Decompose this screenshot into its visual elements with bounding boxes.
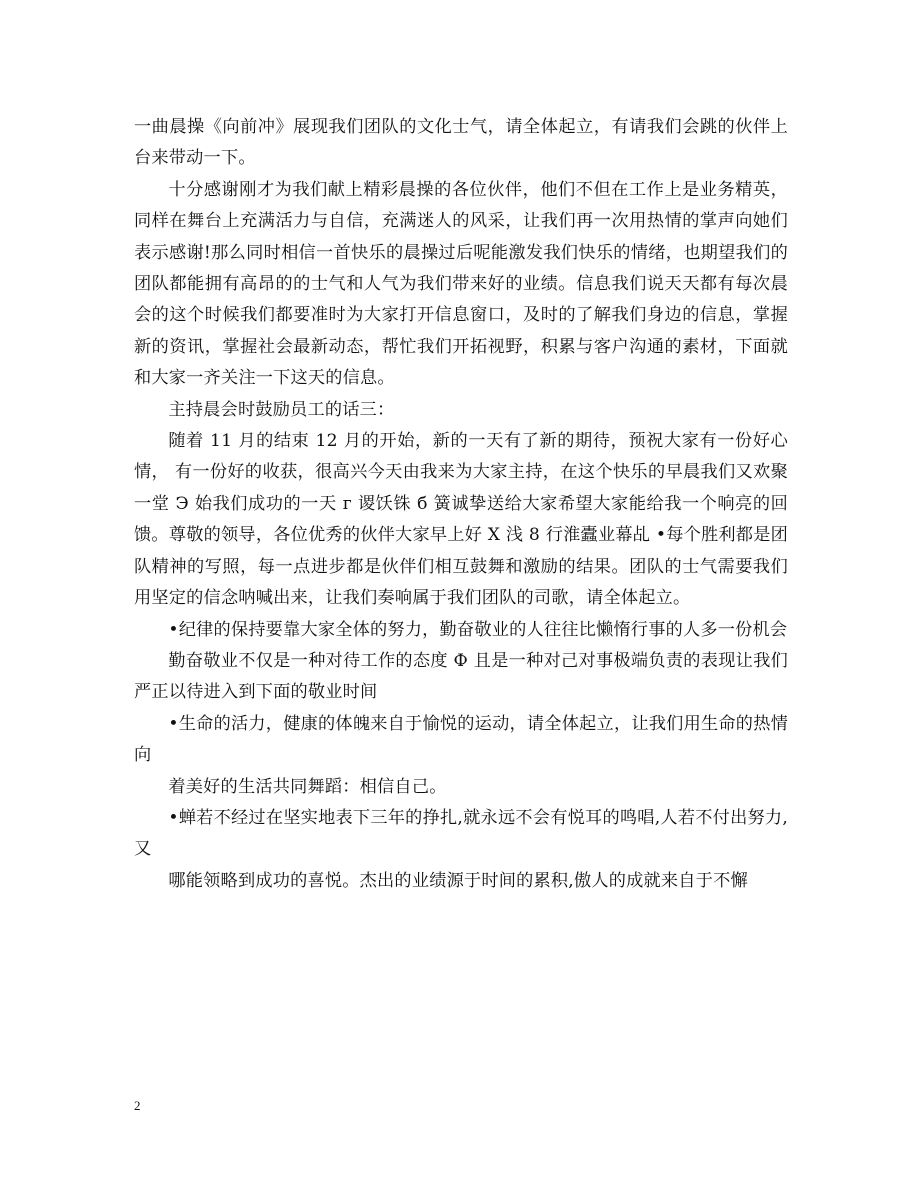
paragraph: 勤奋敬业不仅是一种对待工作的态度 Ф 且是一种对己对事极端负责的表现让我们严正以待进入到下面的敬业时间 — [134, 650, 788, 703]
section-heading: 主持晨会时鼓励员工的话三： — [168, 399, 395, 420]
document-body — [134, 112, 788, 897]
bullet-paragraph: •纪律的保持要靠大家全体的努力，勤奋敬业的人往往比懒惰行事的人多一份机会 — [168, 619, 788, 640]
paragraph: 哪能领略到成功的喜悦。杰出的业绩源于时间的累积,傲人的成就来自于不懈 — [168, 870, 748, 891]
bullet-paragraph: •蝉若不经过在坚实地表下三年的挣扎,就永远不会有悦耳的鸣唱,人若不付出努力,又 — [134, 807, 788, 860]
paragraph: 十分感谢刚才为我们献上精彩晨操的各位伙伴，他们不但在工作上是业务精英，同样在舞台上充满活力与自信，充满迷人的风采，让我们再一次用热情的掌声向她们表示感谢!那么同时相信一首快乐的晨操过后呢能激发我们快乐的情绪，也期望我们的团队都能拥有高昂的的士气和人气为我们带来好的业绩。信息我们说天天都有每次晨会的这个时候我们都要准时为大家打开信息窗口，及时的了解我们身边的信息，掌握新的资讯，掌握社会最新动态，帮忙我们开拓视野，积累与客户沟通的素材，下面就和大家一齐关注一下这天的信息。 — [134, 179, 788, 389]
bullet-paragraph: •生命的活力，健康的体魄来自于愉悦的运动，请全体起立，让我们用生命的热情向 — [134, 713, 788, 766]
page-number: 2 — [134, 1098, 141, 1113]
paragraph: 着美好的生活共同舞蹈：相信自己。 — [168, 776, 447, 797]
paragraph: 随着 11 月的结束 12 月的开始，新的一天有了新的期待，预祝大家有一份好心情， 有一份好的收获，很高兴今天由我来为大家主持，在这个快乐的早晨我们又欢聚一堂 Э 始我们成功的一天 г 谡饫铢 б 簧诚挚送给大家希望大家能给我一个响亮的回馈。尊敬的领导，各位优秀的伙伴大家早上好 Х 浅 8 行淮蠹业幕乩 •每个胜利都是团队精神的写照，每一点进步都是伙伴们相互鼓舞和激励的结果。团队的士气需要我们用坚定的信念呐喊出来，让我们奏响属于我们团队的司歌，请全体起立。 — [134, 431, 788, 609]
paragraph: 一曲晨操《向前冲》展现我们团队的文化士气，请全体起立，有请我们会跳的伙伴上台来带动一下。 — [134, 117, 788, 169]
